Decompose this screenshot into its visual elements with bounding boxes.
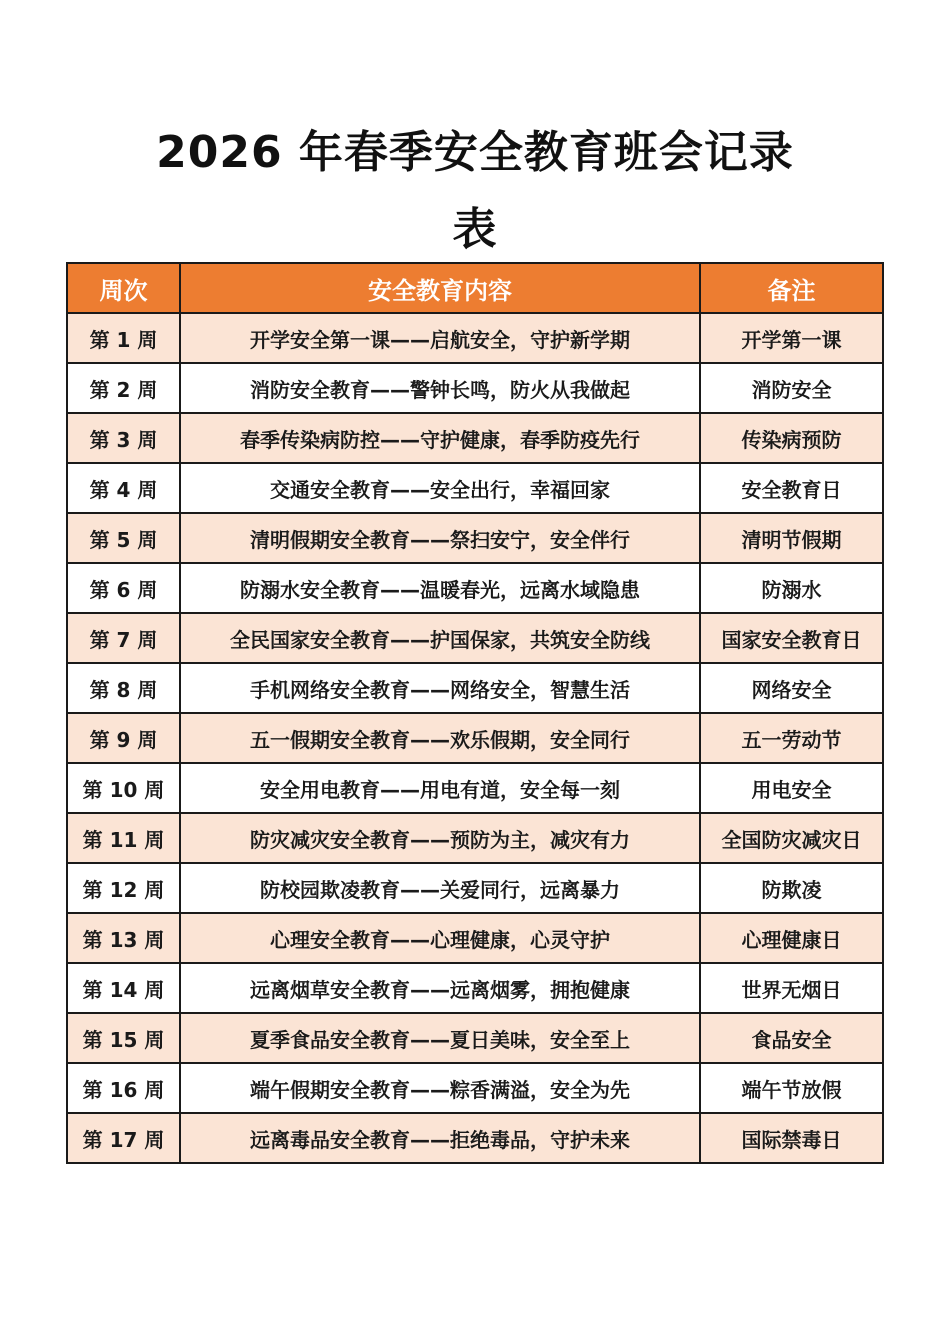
week-cell: 第 8 周 [67,663,180,713]
note-cell: 国家安全教育日 [700,613,883,663]
column-header-note: 备注 [700,263,883,313]
week-cell: 第 15 周 [67,1013,180,1063]
table-row [67,663,883,713]
content-cell: 安全用电教育——用电有道，安全每一刻 [180,763,700,813]
content-cell: 防校园欺凌教育——关爱同行，远离暴力 [180,863,700,913]
week-cell: 第 12 周 [67,863,180,913]
table-row [67,913,883,963]
content-cell: 全民国家安全教育——护国保家，共筑安全防线 [180,613,700,663]
note-cell: 防欺凌 [700,863,883,913]
note-cell: 心理健康日 [700,913,883,963]
week-cell: 第 13 周 [67,913,180,963]
table-row [67,713,883,763]
note-cell: 网络安全 [700,663,883,713]
content-cell: 心理安全教育——心理健康，心灵守护 [180,913,700,963]
table-row [67,363,883,413]
week-cell: 第 4 周 [67,463,180,513]
week-cell: 第 7 周 [67,613,180,663]
content-cell: 远离烟草安全教育——远离烟雾，拥抱健康 [180,963,700,1013]
table-row [67,1113,883,1163]
table-row [67,963,883,1013]
content-cell: 手机网络安全教育——网络安全，智慧生活 [180,663,700,713]
note-cell: 食品安全 [700,1013,883,1063]
document-title: 2026 年春季安全教育班会记录 [156,127,794,178]
table-row [67,1013,883,1063]
note-cell: 安全教育日 [700,463,883,513]
column-header-week: 周次 [67,263,180,313]
week-cell: 第 17 周 [67,1113,180,1163]
content-cell: 开学安全第一课——启航安全，守护新学期 [180,313,700,363]
note-cell: 世界无烟日 [700,963,883,1013]
content-cell: 防灾减灾安全教育——预防为主，减灾有力 [180,813,700,863]
content-cell: 清明假期安全教育——祭扫安宁，安全伴行 [180,513,700,563]
table-row [67,563,883,613]
table-row [67,1063,883,1113]
note-cell: 用电安全 [700,763,883,813]
note-cell: 清明节假期 [700,513,883,563]
week-cell: 第 1 周 [67,313,180,363]
content-cell: 消防安全教育——警钟长鸣，防火从我做起 [180,363,700,413]
table-row [67,613,883,663]
note-cell: 消防安全 [700,363,883,413]
note-cell: 防溺水 [700,563,883,613]
content-cell: 端午假期安全教育——粽香满溢，安全为先 [180,1063,700,1113]
note-cell: 端午节放假 [700,1063,883,1113]
table-row [67,813,883,863]
safety-education-schedule-table [66,262,884,1164]
week-cell: 第 14 周 [67,963,180,1013]
table-body [67,313,883,1163]
week-cell: 第 6 周 [67,563,180,613]
note-cell: 传染病预防 [700,413,883,463]
table-row [67,413,883,463]
week-cell: 第 16 周 [67,1063,180,1113]
table-row [67,463,883,513]
content-cell: 五一假期安全教育——欢乐假期，安全同行 [180,713,700,763]
content-cell: 远离毒品安全教育——拒绝毒品，守护未来 [180,1113,700,1163]
note-cell: 国际禁毒日 [700,1113,883,1163]
table-row [67,313,883,363]
week-cell: 第 5 周 [67,513,180,563]
document-title-continued: 表 [452,204,498,255]
table-header-row [67,263,883,313]
content-cell: 夏季食品安全教育——夏日美味，安全至上 [180,1013,700,1063]
week-cell: 第 11 周 [67,813,180,863]
week-cell: 第 3 周 [67,413,180,463]
note-cell: 全国防灾减灾日 [700,813,883,863]
week-cell: 第 10 周 [67,763,180,813]
content-cell: 春季传染病防控——守护健康，春季防疫先行 [180,413,700,463]
week-cell: 第 9 周 [67,713,180,763]
table-row [67,763,883,813]
note-cell: 五一劳动节 [700,713,883,763]
column-header-content: 安全教育内容 [180,263,700,313]
table-row [67,863,883,913]
table-row [67,513,883,563]
content-cell: 交通安全教育——安全出行，幸福回家 [180,463,700,513]
week-cell: 第 2 周 [67,363,180,413]
note-cell: 开学第一课 [700,313,883,363]
content-cell: 防溺水安全教育——温暖春光，远离水域隐患 [180,563,700,613]
